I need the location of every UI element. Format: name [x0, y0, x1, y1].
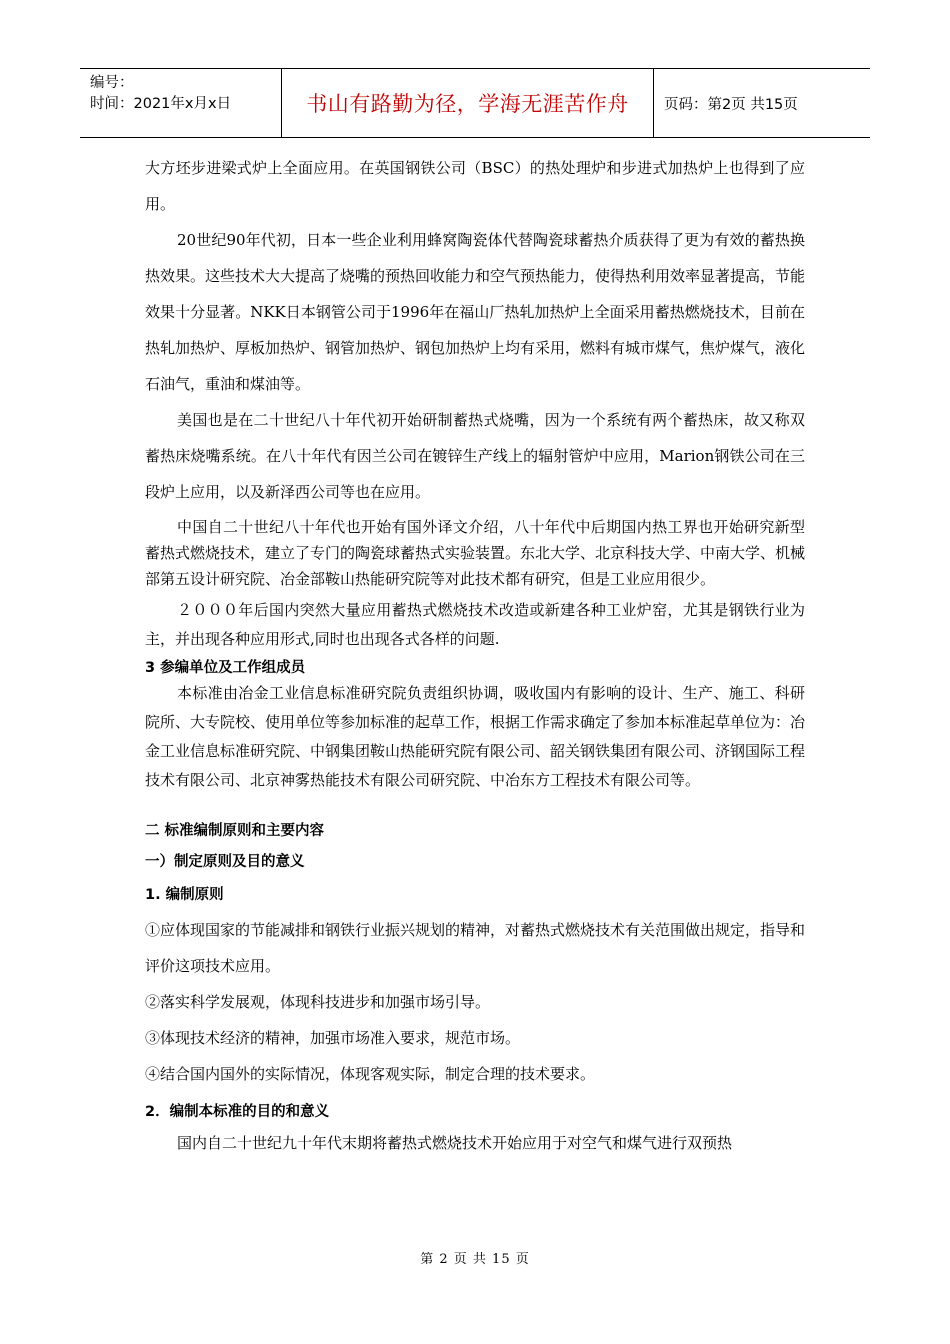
paragraph: 大方坯步进梁式炉上全面应用。在英国钢铁公司（BSC）的热处理炉和步进式加热炉上也得到了应用。	[145, 159, 805, 213]
header-motto: 书山有路勤为径，学海无涯苦作舟	[282, 69, 654, 137]
paragraph: 中国自二十世纪八十年代也开始有国外译文介绍，八十年代中后期国内热工界也开始研究新型蓄热式燃烧技术，建立了专门的陶瓷球蓄热式实验装置。东北大学、北京科技大学、中南大学、机械部第五设计研究院、冶金部鞍山热能研究院等对此技术都有研究，但是工业应用很少。	[145, 518, 806, 588]
paragraph: 美国也是在二十世纪八十年代初开始研制蓄热式烧嘴，因为一个系统有两个蓄热床，故又称双蓄热床烧嘴系统。在八十年代有因兰公司在镀锌生产线上的辐射管炉中应用，Marion钢铁公司在三段炉上应用，以及新泽西公司等也在应用。	[145, 411, 805, 501]
document-number-label: 编号：	[90, 75, 134, 91]
list-item: ③体现技术经济的精神，加强市场准入要求，规范市场。	[145, 1029, 521, 1047]
page-footer: 第 2 页 共 15 页	[420, 1252, 530, 1267]
paragraph: 20世纪90年代初，日本一些企业利用蜂窝陶瓷体代替陶瓷球蓄热介质获得了更为有效的蓄热换热效果。这些技术大大提高了烧嘴的预热回收能力和空气预热能力，使得热利用效率显著提高，节能效果十分显著。NKK日本钢管公司于1996年在福山厂热轧加热炉上全面采用蓄热燃烧技术，目前在热轧加热炉、厚板加热炉、钢管加热炉、钢包加热炉上均有采用，燃料有城市煤气，焦炉煤气，液化石油气，重油和煤油等。	[145, 231, 806, 393]
subsection-heading: 一）制定原则及目的意义	[145, 854, 305, 870]
list-item: ④结合国内国外的实际情况，体现客观实际，制定合理的技术要求。	[145, 1065, 596, 1083]
subsection-heading: 1. 编制原则	[145, 887, 224, 903]
subsection-heading: 2．编制本标准的目的和意义	[145, 1104, 330, 1120]
paragraph: 本标准由冶金工业信息标准研究院负责组织协调，吸收国内有影响的设计、生产、施工、科研院所、大专院校、使用单位等参加标准的起草工作，根据工作需求确定了参加本标准起草单位为：冶金工业信息标准研究院、中钢集团鞍山热能研究院有限公司、韶关钢铁集团有限公司、济钢国际工程技术有限公司、北京神雾热能技术有限公司研究院、中冶东方工程技术有限公司等。	[145, 684, 806, 789]
document-time-label: 时间：2021年x月x日	[90, 96, 232, 112]
list-item: ①应体现国家的节能减排和钢铁行业振兴规划的精神，对蓄热式燃烧技术有关范围做出规定，指导和评价这项技术应用。	[145, 921, 806, 975]
header-meta	[80, 69, 282, 137]
document-body	[145, 150, 805, 1161]
paragraph: ２０００年后国内突然大量应用蓄热式燃烧技术改造或新建各种工业炉窑，尤其是钢铁行业为主，并出现各种应用形式,同时也出现各式各样的问题.	[145, 601, 805, 648]
header-page-number: 页码：第2页 共15页	[664, 96, 798, 113]
paragraph: 国内自二十世纪九十年代末期将蓄热式燃烧技术开始应用于对空气和煤气进行双预热	[177, 1134, 733, 1152]
page-header	[80, 68, 870, 138]
list-item: ②落实科学发展观，体现科技进步和加强市场引导。	[145, 993, 491, 1011]
section-heading: 3 参编单位及工作组成员	[145, 660, 306, 676]
chapter-heading: 二 标准编制原则和主要内容	[145, 823, 325, 839]
